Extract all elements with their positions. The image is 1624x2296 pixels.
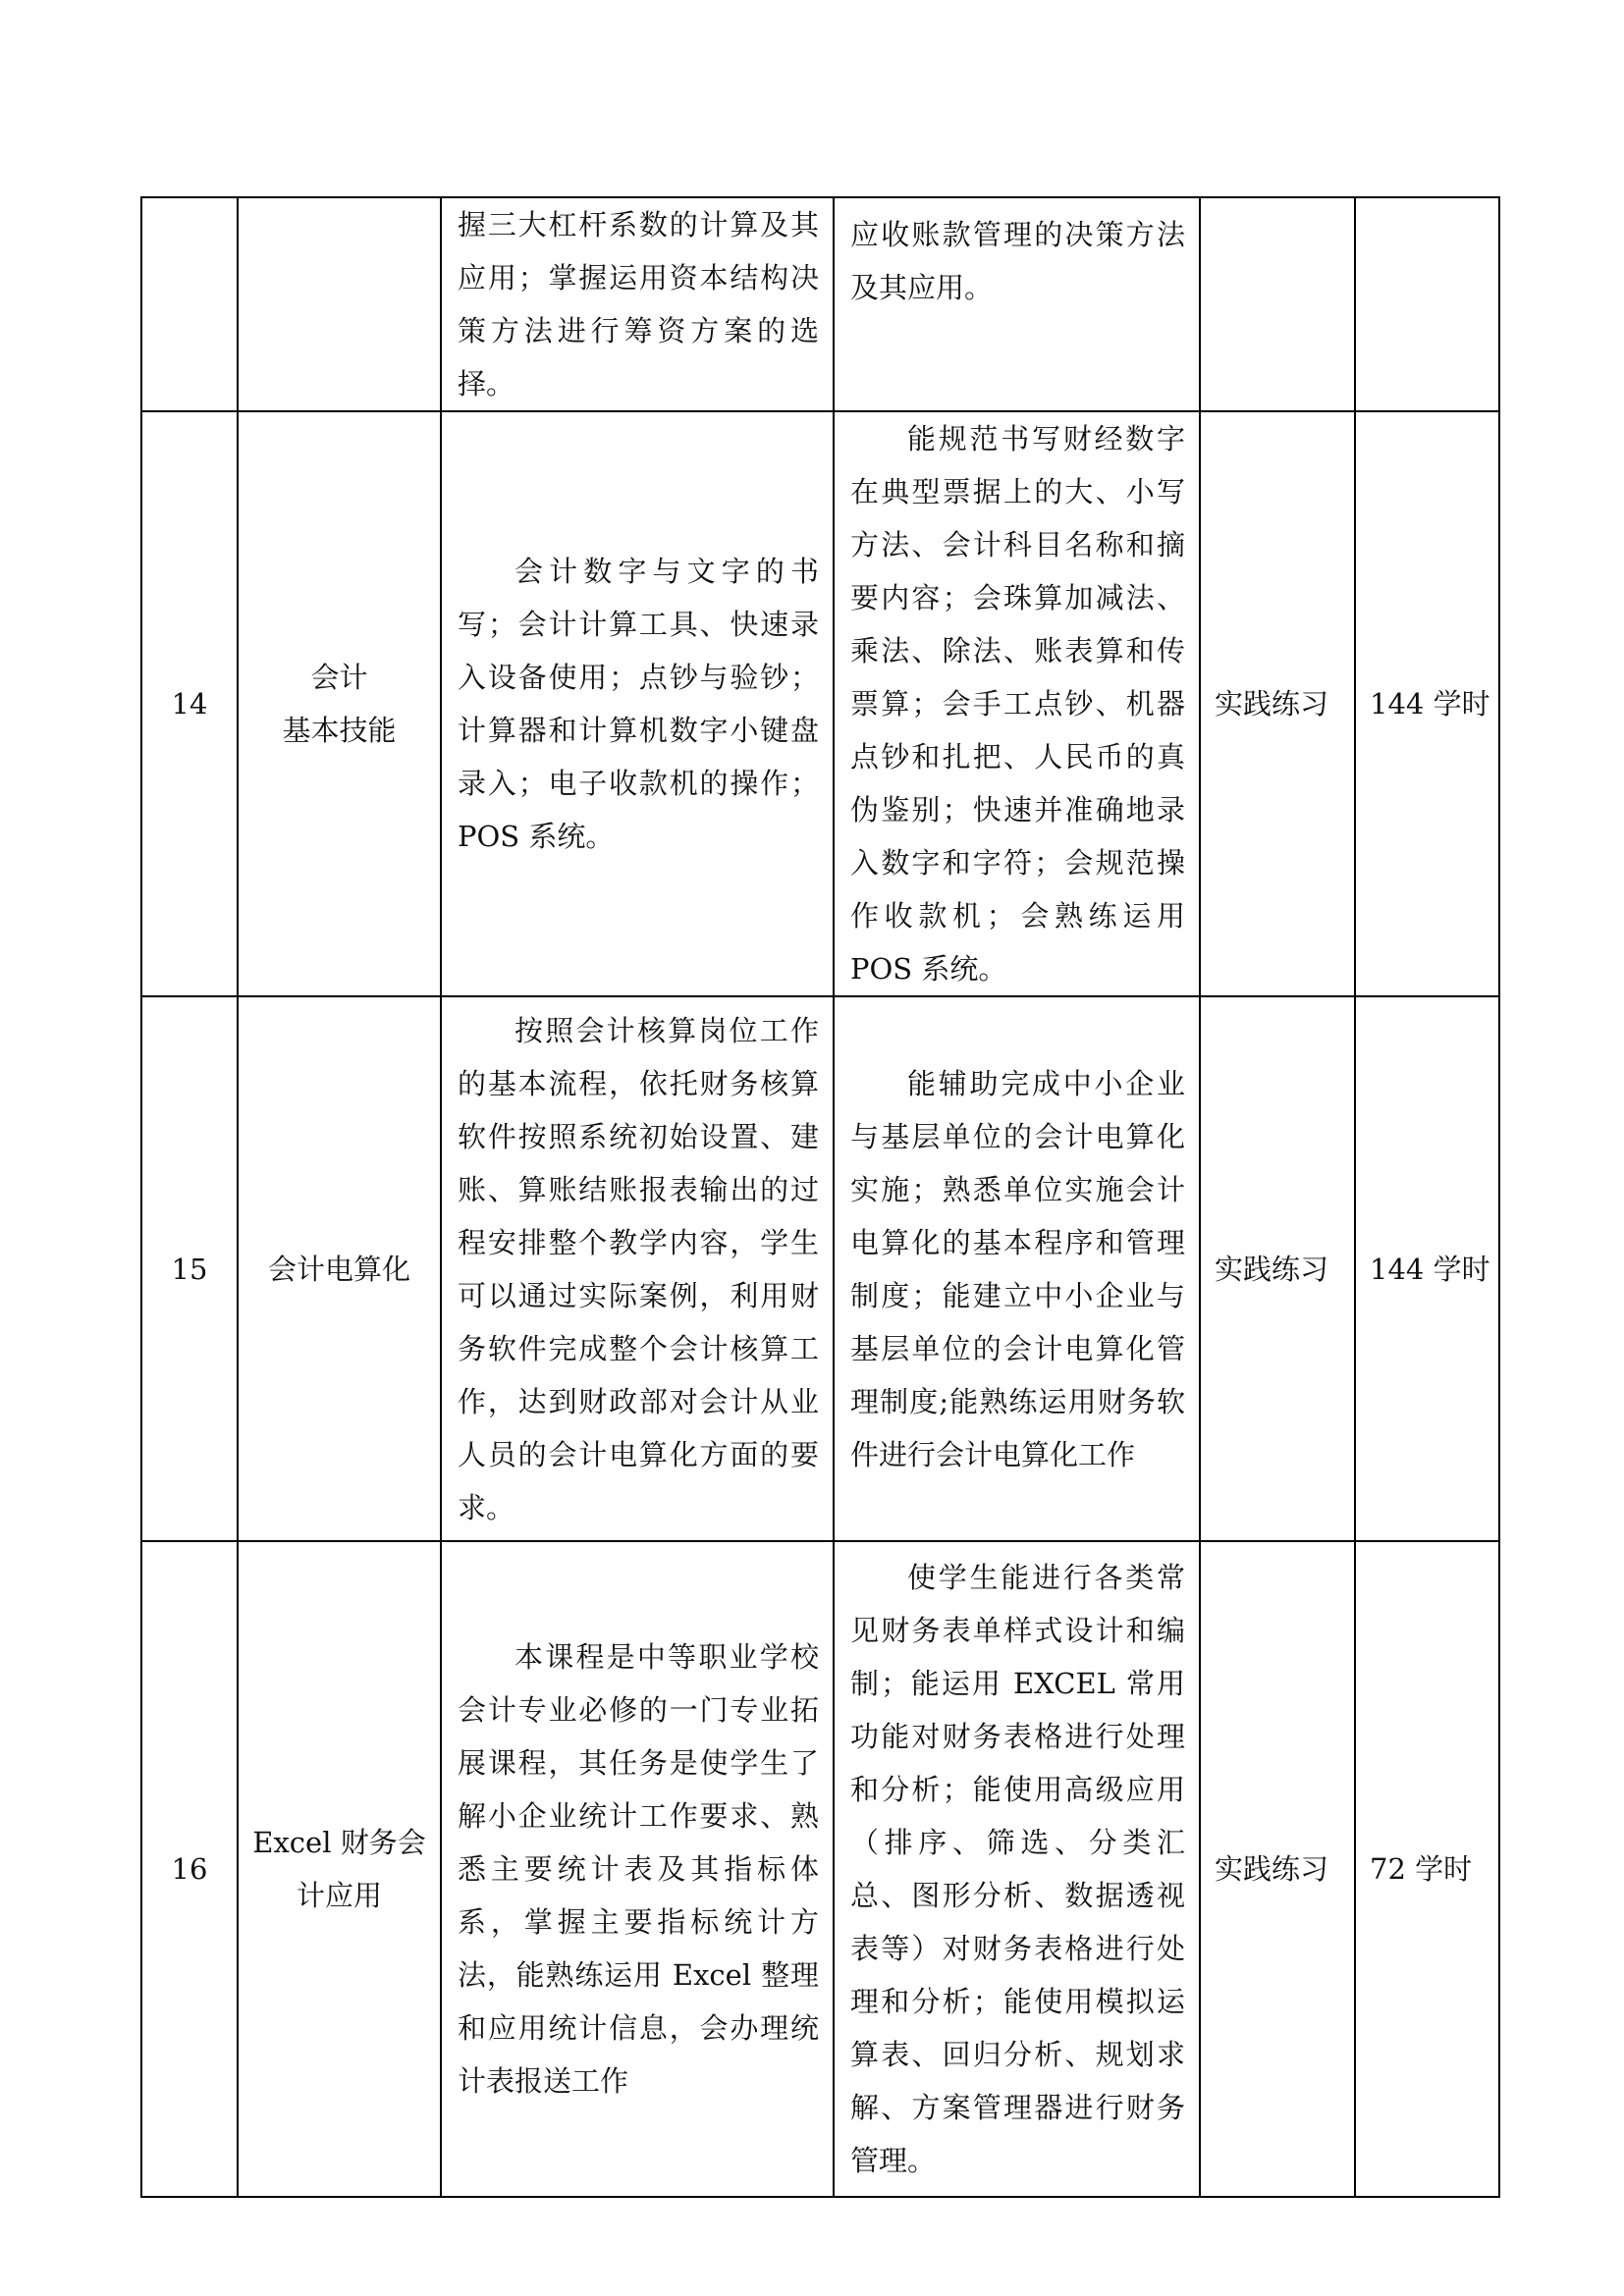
course-hours xyxy=(1355,197,1499,411)
teaching-method: 实践练习 xyxy=(1200,411,1355,996)
table-row-16 xyxy=(141,1541,1499,2197)
table-row-continuation xyxy=(141,197,1499,411)
course-hours: 144 学时 xyxy=(1355,411,1499,996)
course-name: Excel 财务会 计应用 xyxy=(238,1541,441,2197)
course-goal: 能规范书写财经数字在典型票据上的大、小写方法、会计科目名称和摘要内容；会珠算加减法、乘法、除法、账表算和传票算；会手工点钞、机器点钞和扎把、人民币的真伪鉴别；快速并准确地录入数字和字符；会规范操作收款机；会熟练运用 POS 系统。 xyxy=(834,411,1200,996)
course-goal: 能辅助完成中小企业与基层单位的会计电算化实施；熟悉单位实施会计电算化的基本程序和管理制度；能建立中小企业与基层单位的会计电算化管理制度;能熟练运用财务软件进行会计电算化工作 xyxy=(834,996,1200,1541)
course-name: 会计 基本技能 xyxy=(238,411,441,996)
course-content: 本课程是中等职业学校会计专业必修的一门专业拓展课程，其任务是使学生了解小企业统计工作要求、熟悉主要统计表及其指标体系，掌握主要指标统计方法，能熟练运用 Excel 整理和应用统计信息，会办理统计表报送工作 xyxy=(441,1541,834,2197)
course-content: 会计数字与文字的书写；会计计算工具、快速录入设备使用；点钞与验钞；计算器和计算机数字小键盘录入；电子收款机的操作；POS 系统。 xyxy=(441,411,834,996)
course-hours: 144 学时 xyxy=(1355,996,1499,1541)
table-row-14 xyxy=(141,411,1499,996)
table-row-15 xyxy=(141,996,1499,1541)
curriculum-table xyxy=(140,196,1500,2198)
teaching-method: 实践练习 xyxy=(1200,1541,1355,2197)
course-name xyxy=(238,197,441,411)
course-content: 按照会计核算岗位工作的基本流程，依托财务核算软件按照系统初始设置、建账、算账结账报表输出的过程安排整个教学内容，学生可以通过实际案例，利用财务软件完成整个会计核算工作，达到财政部对会计从业人员的会计电算化方面的要求。 xyxy=(441,996,834,1541)
teaching-method: 实践练习 xyxy=(1200,996,1355,1541)
course-number: 16 xyxy=(141,1541,238,2197)
course-goal: 应收账款管理的决策方法及其应用。 xyxy=(834,197,1200,411)
course-number xyxy=(141,197,238,411)
course-content: 握三大杠杆系数的计算及其应用；掌握运用资本结构决策方法进行筹资方案的选择。 xyxy=(441,197,834,411)
course-name: 会计电算化 xyxy=(238,996,441,1541)
course-number: 15 xyxy=(141,996,238,1541)
course-goal: 使学生能进行各类常见财务表单样式设计和编制；能运用 EXCEL 常用功能对财务表格进行处理和分析；能使用高级应用（排序、筛选、分类汇总、图形分析、数据透视表等）对财务表格进行处理和分析；能使用模拟运算表、回归分析、规划求解、方案管理器进行财务管理。 xyxy=(834,1541,1200,2197)
course-number: 14 xyxy=(141,411,238,996)
course-hours: 72 学时 xyxy=(1355,1541,1499,2197)
teaching-method xyxy=(1200,197,1355,411)
